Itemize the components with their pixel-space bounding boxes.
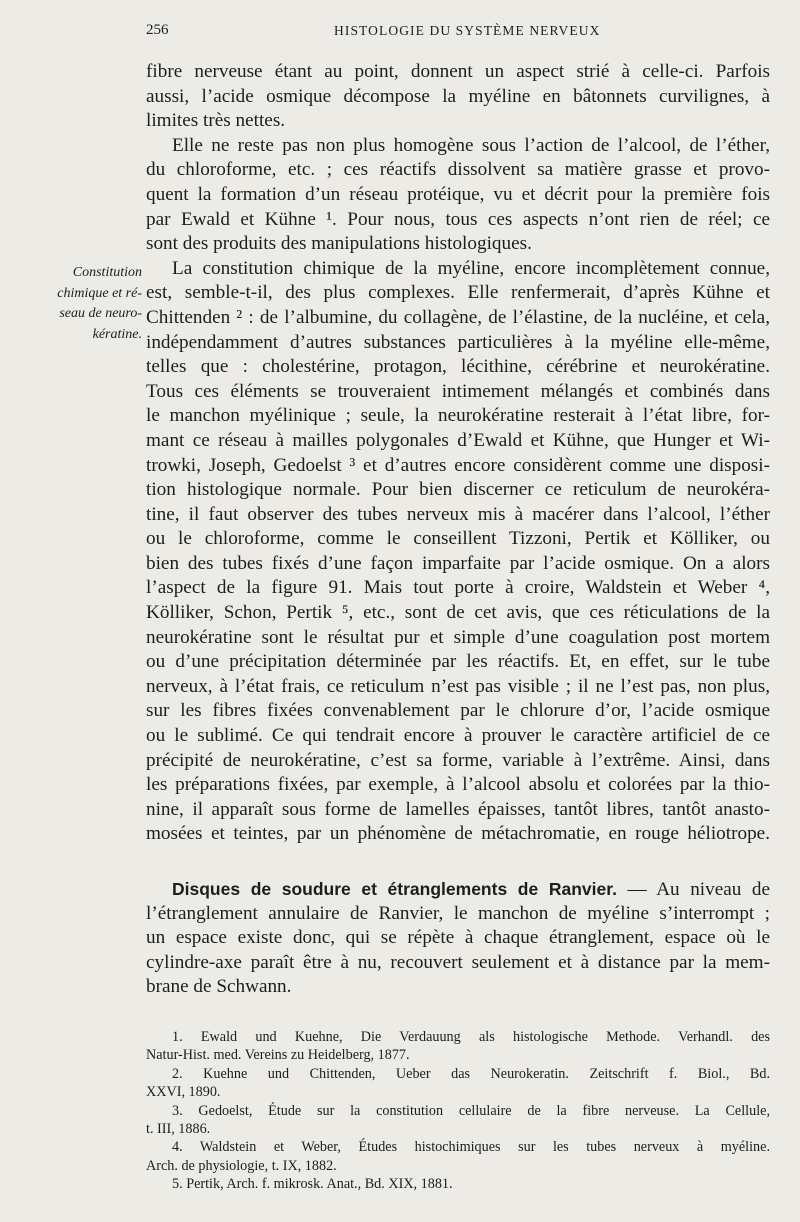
text-line: le manchon myélinique ; seule, la neurokératine resterait à l’état libre, for- <box>146 405 770 427</box>
body-text <box>146 60 770 847</box>
margin-note-line: chimique et ré- <box>57 285 142 301</box>
text-line: cylindre-axe paraît être à nu, recouvert seulement et à distance par la mem- <box>146 951 770 973</box>
text-line: quent la formation d’un réseau protéique, vu et décrit pour la première fois <box>146 183 770 205</box>
text-line: trowki, Joseph, Gedoelst ³ et d’autres encore considèrent comme une disposi- <box>146 454 770 476</box>
text-line: neurokératine sont le résultat pur et simple d’une coagulation post mortem <box>146 626 770 648</box>
margin-note <box>20 263 142 345</box>
text-line: Kölliker, Schon, Pertik ⁵, etc., sont de cet avis, que ces réticulations de la <box>146 602 770 624</box>
footnotes <box>146 1028 770 1194</box>
text-line: un espace existe donc, qui se répète à chaque étranglement, espace où le <box>146 927 770 949</box>
footnote-line: t. III, 1886. <box>146 1120 211 1137</box>
text-line: est, semble-t-il, des plus complexes. Elle renfermerait, d’après Kühne et <box>146 282 770 304</box>
text-line: ou le chloroforme, comme le conseillent Tizzoni, Pertik et Kölliker, ou <box>146 528 770 550</box>
footnote-line: 4. Waldstein et Weber, Études histochimiques sur les tubes nerveux à myéline. <box>172 1139 770 1156</box>
text-line: nerveux, à l’état frais, ce reticulum n’est pas visible ; il ne l’est pas, non plus, <box>146 675 770 697</box>
text-line: brane de Schwann. <box>146 976 292 998</box>
text-line: sont des produits des manipulations histologiques. <box>146 233 532 255</box>
text-line: indépendamment d’autres substances particulières à la myéline elle-même, <box>146 331 770 353</box>
text-line: tine, il faut observer des tubes nerveux mis à macérer dans l’alcool, l’éther <box>146 503 770 525</box>
ranvier-section <box>146 877 770 1000</box>
text-line: du chloroforme, etc. ; ces réactifs dissolvent sa matière grasse et provo- <box>146 159 770 181</box>
footnote-line: 1. Ewald und Kuehne, Die Verdauung als histologische Methode. Verhandl. des <box>172 1029 770 1045</box>
section-dash: — <box>627 879 647 900</box>
text-line: ou le sublimé. Ce qui tendrait encore à prouver le caractère artificiel de ce <box>146 725 770 747</box>
text-line: Chittenden ² : de l’albumine, du collagène, de l’élastine, de la nucléine, et cela, <box>146 306 770 328</box>
text-line: précipité de neurokératine, c’est sa forme, variable à l’extrême. Ainsi, dans <box>146 749 770 771</box>
footnote-line: 5. Pertik, Arch. f. mikrosk. Anat., Bd. XIX, 1881. <box>172 1176 453 1193</box>
text-line: sur les fibres fixées convenablement par le chlorure d’or, l’acide osmique <box>146 700 770 722</box>
footnote-line: XXVI, 1890. <box>146 1084 221 1101</box>
margin-note-line: seau de neuro- <box>59 306 142 321</box>
margin-note-line: Constitution <box>72 265 142 280</box>
text-line: Tous ces éléments se trouveraient intimement mélangés et combinés dans <box>146 380 770 402</box>
text-line: par Ewald et Kühne ¹. Pour nous, tous ces aspects n’ont rien de réel; ce <box>146 208 770 230</box>
page-number: 256 <box>146 22 169 38</box>
text-line: mant ce réseau à mailles polygonales d’Ewald et Kühne, que Hunger et Wi- <box>146 429 770 451</box>
section-first-line <box>146 877 770 902</box>
footnote-line: 3. Gedoelst, Étude sur la constitution cellulaire de la fibre nerveuse. La Cellule, <box>172 1102 770 1119</box>
text-line: nine, il apparaît sous forme de lamelles épaisses, tantôt libres, tantôt anasto- <box>146 798 770 820</box>
margin-note-line: kératine. <box>92 326 142 342</box>
text-line: La constitution chimique de la myéline, encore incomplètement connue, <box>172 257 770 279</box>
footnote-line: 2. Kuehne und Chittenden, Ueber das Neurokeratin. Zeitschrift f. Biol., Bd. <box>172 1065 770 1082</box>
text-line: bien des tubes fixés d’une façon imparfaite par l’acide osmique. On a alors <box>146 552 770 574</box>
text-line: mosées et teintes, par un phénomène de métachromatie, en rouge héliotrope. <box>146 823 770 845</box>
text-line: fibre nerveuse étant au point, donnent un aspect strié à celle-ci. Parfois <box>146 61 770 82</box>
footnote-line: Arch. de physiologie, t. IX, 1882. <box>146 1157 337 1174</box>
text-line: l’étranglement annulaire de Ranvier, le manchon de myéline s’interrompt ; <box>146 902 770 924</box>
page-header <box>0 22 800 42</box>
text-line: aussi, l’acide osmique décompose la myéline en bâtonnets curvilignes, à <box>146 85 770 107</box>
text-line: les préparations fixées, par exemple, à l’alcool absolu et colorées par la thio- <box>146 774 770 796</box>
section-title: Disques de soudure et étranglements de Ranvier. <box>172 879 617 899</box>
text-line: telles que : cholestérine, protagon, lécithine, cérébrine et neurokératine. <box>146 356 770 378</box>
text-line: tion histologique normale. Pour bien discerner ce reticulum de neurokéra- <box>146 479 770 501</box>
text-line: Elle ne reste pas non plus homogène sous l’action de l’alcool, de l’éther, <box>172 134 770 156</box>
text-line: Au niveau de <box>656 879 770 900</box>
footnote-line: Natur-Hist. med. Vereins zu Heidelberg, 1877. <box>146 1047 410 1064</box>
text-line: ou d’une précipitation déterminée par les réactifs. Et, en effet, sur le tube <box>146 651 770 673</box>
text-line: l’aspect de la figure 91. Mais tout porte à croire, Waldstein et Weber ⁴, <box>146 577 770 599</box>
text-line: limites très nettes. <box>146 110 286 132</box>
running-title: HISTOLOGIE DU SYSTÈME NERVEUX <box>334 23 601 38</box>
